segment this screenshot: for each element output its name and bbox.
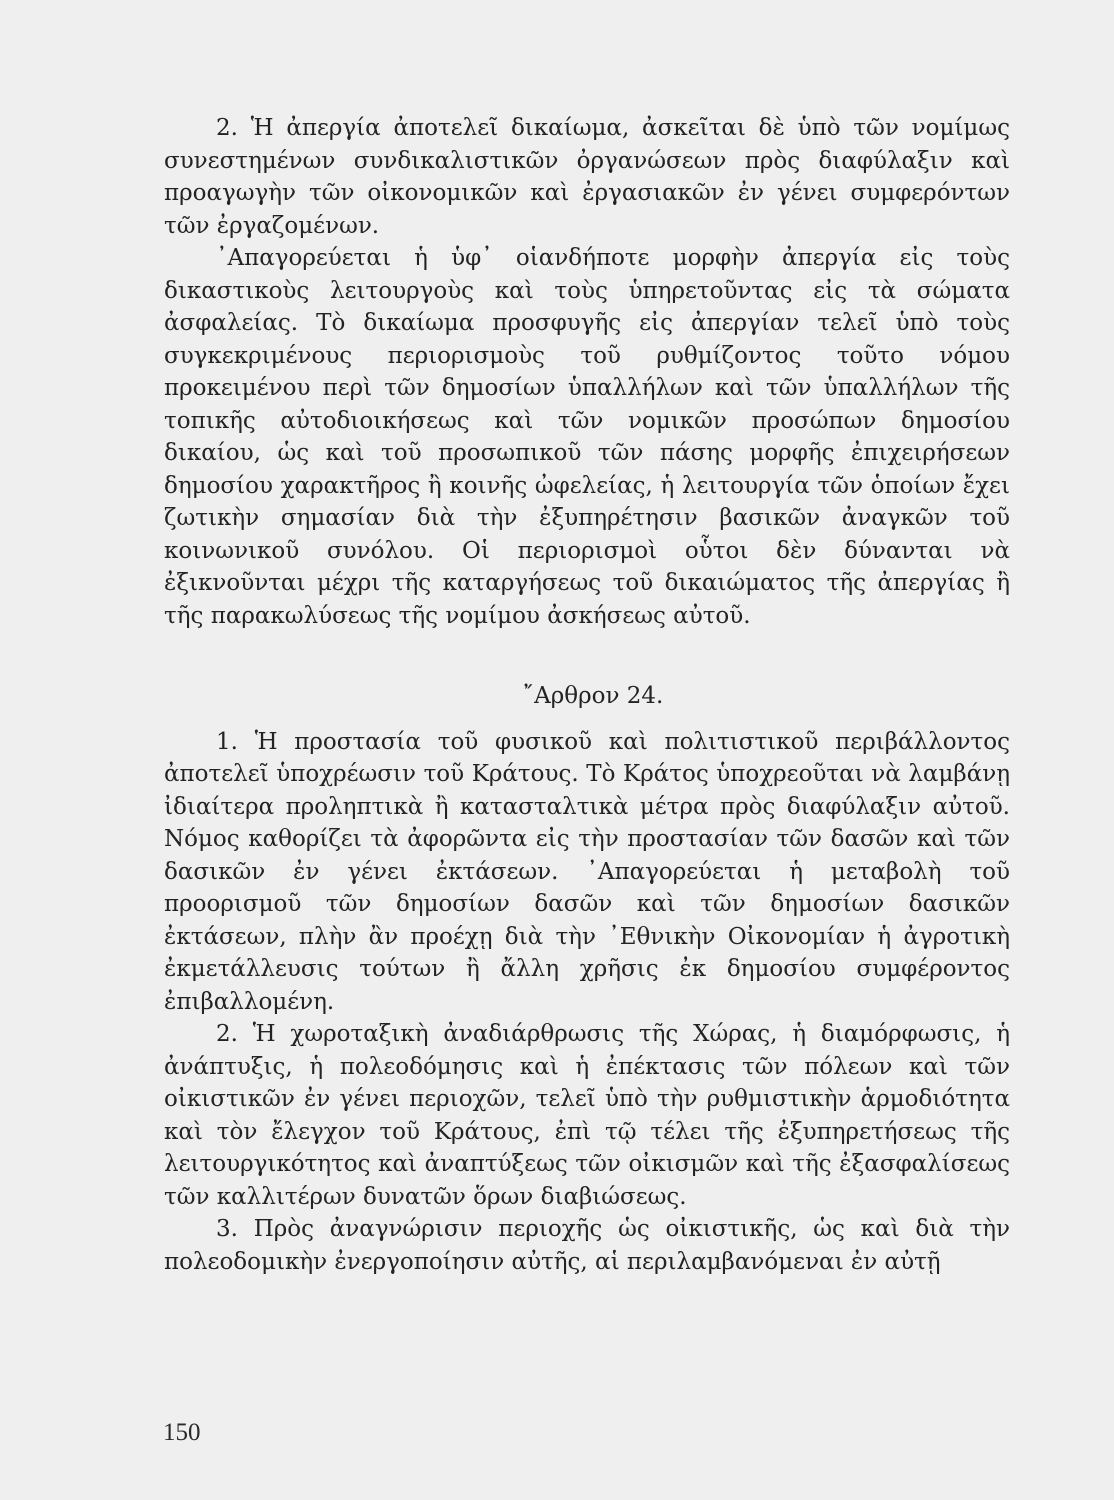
article-24-paragraph-3: 3. Πρὸς ἀναγνώρισιν περιοχῆς ὡς οἰκιστικῆς, ὡς καὶ διὰ τὴν πολεοδομικὴν ἐνεργοποίησιν αὐτῆς, αἱ περιλαμβανόμεναι ἐν αὐτῇ xyxy=(164,1216,1010,1275)
page-number: 150 xyxy=(163,1419,201,1446)
article-23-paragraph-2-continued: ᾿Απαγορεύεται ἡ ὑφ᾿ οἱανδήποτε μορφὴν ἀπεργία εἰς τοὺς δικαστικοὺς λειτουργοὺς καὶ τοὺς ὑπηρετοῦντας εἰς τὰ σώματα ἀσφαλείας. Τὸ δικαίωμα προσφυγῆς εἰς ἀπεργίαν τελεῖ ὑπὸ τοὺς συγκεκριμένους περιορισμοὺς τοῦ ρυθμίζοντος τοῦτο νόμου προκειμένου περὶ τῶν δημοσίων ὑπαλλήλων καὶ τῶν ὑπαλλήλων τῆς τοπικῆς αὐτοδιοικήσεως καὶ τῶν νομικῶν προσώπων δημοσίου δικαίου, ὡς καὶ τοῦ προσωπικοῦ τῶν πάσης μορφῆς ἐπιχειρήσεων δημοσίου χαρακτῆρος ἢ κοινῆς ὠφελείας, ἡ λειτουργία τῶν ὁποίων ἔχει ζωτικὴν σημασίαν διὰ τὴν ἐξυπηρέτησιν βασικῶν ἀναγκῶν τοῦ κοινωνικοῦ συνόλου. Οἱ περιορισμοὶ οὗτοι δὲν δύνανται νὰ ἐξικνοῦνται μέχρι τῆς καταργήσεως τοῦ δικαιώματος τῆς ἀπεργίας ἢ τῆς παρακωλύσεως τῆς νομίμου ἀσκήσεως αὐτοῦ. xyxy=(164,245,1010,629)
article-24-paragraph-1: 1. Ἡ προστασία τοῦ φυσικοῦ καὶ πολιτιστικοῦ περιβάλλοντος ἀποτελεῖ ὑποχρέωσιν τοῦ Κράτους. Τὸ Κράτος ὑποχρεοῦται νὰ λαμβάνῃ ἰδιαίτερα προληπτικὰ ἢ κατασταλτικὰ μέτρα πρὸς διαφύλαξιν αὐτοῦ. Νόμος καθορίζει τὰ ἀφορῶντα εἰς τὴν προστασίαν τῶν δασῶν καὶ τῶν δασικῶν ἐν γένει ἐκτάσεων. ᾿Απαγορεύεται ἡ μεταβολὴ τοῦ προορισμοῦ τῶν δημοσίων δασῶν καὶ τῶν δημοσίων δασικῶν ἐκτάσεων, πλὴν ἂν προέχῃ διὰ τὴν ᾿Εθνικὴν Οἰκονομίαν ἡ ἀγροτικὴ ἐκμετάλλευσις τούτων ἢ ἄλλη χρῆσις ἐκ δημοσίου συμφέροντος ἐπιβαλλομένη. xyxy=(164,728,1010,1015)
article-24-heading: ῎Αρθρον 24. xyxy=(522,683,664,709)
body-text xyxy=(164,112,1010,1278)
article-23-paragraph-2: 2. Ἡ ἀπεργία ἀποτελεῖ δικαίωμα, ἀσκεῖται δὲ ὑπὸ τῶν νομίμως συνεστημένων συνδικαλιστικῶν ὀργανώσεων πρὸς διαφύλαξιν καὶ προαγωγὴν τῶν οἰκονομικῶν καὶ ἐργασιακῶν ἐν γένει συμφερόντων τῶν ἐργαζομένων. xyxy=(164,115,1010,239)
article-24-paragraph-2: 2. Ἡ χωροταξικὴ ἀναδιάρθρωσις τῆς Χώρας, ἡ διαμόρφωσις, ἡ ἀνάπτυξις, ἡ πολεοδόμησις καὶ ἡ ἐπέκτασις τῶν πόλεων καὶ τῶν οἰκιστικῶν ἐν γένει περιοχῶν, τελεῖ ὑπὸ τὴν ρυθμιστικὴν ἁρμοδιότητα καὶ τὸν ἔλεγχον τοῦ Κράτους, ἐπὶ τῷ τέλει τῆς ἐξυπηρετήσεως τῆς λειτουργικότητος καὶ ἀναπτύξεως τῶν οἰκισμῶν καὶ τῆς ἐξασφαλίσεως τῶν καλλιτέρων δυνατῶν ὅρων διαβιώσεως. xyxy=(164,1021,1010,1210)
